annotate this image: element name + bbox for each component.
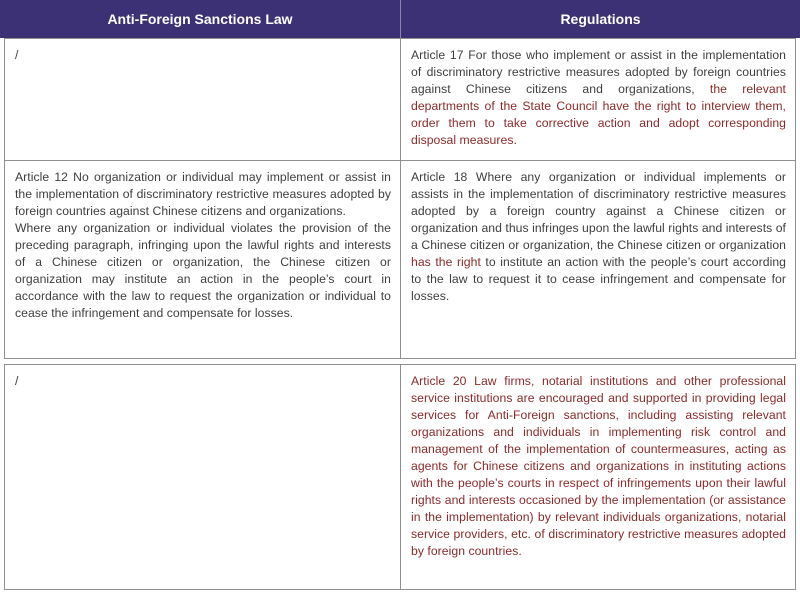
law-text: / bbox=[15, 48, 19, 62]
law-cell bbox=[4, 38, 401, 161]
regulation-cell bbox=[401, 364, 796, 590]
table-header bbox=[0, 0, 800, 38]
regulation-cell bbox=[401, 161, 796, 359]
regulation-text-highlighted: the relevant departments of the State Council have the right to interview them, order them to take corrective action and adopt corresponding disposal measures. bbox=[411, 82, 786, 147]
regulation-text-plain: Article 17 For those who implement or assist in the implementation of discriminatory restrictive measures adopted by foreign countries against Chinese citizens and organizations, bbox=[411, 48, 786, 96]
law-cell bbox=[4, 161, 401, 359]
law-cell bbox=[4, 364, 401, 590]
law-text-paragraph-2: Where any organization or individual violates the provision of the preceding paragraph, infringing upon the lawful rights and interests of a Chinese citizen or organization, the Chinese citizen or organization may institute an action in the people’s court in accordance with the law to request the organization or individual to cease the infringement and compensate for losses. bbox=[15, 221, 391, 320]
regulation-text-plain-end: to institute an action with the people’s court according to the law to request it to cease infringement and compensate for losses. bbox=[411, 255, 786, 303]
table-row bbox=[0, 161, 800, 359]
regulation-text bbox=[411, 169, 786, 305]
column-header-anti-foreign-sanctions-law: Anti-Foreign Sanctions Law bbox=[0, 0, 401, 38]
law-text: / bbox=[15, 374, 19, 388]
regulation-text-highlighted: has the right bbox=[411, 255, 481, 269]
regulation-cell bbox=[401, 38, 796, 161]
table-row bbox=[0, 364, 800, 590]
regulation-text-plain: Article 18 Where any organization or individual implements or assists in the implementation of discriminatory restrictive measures adopted by a foreign country against a Chinese citizen or organization and thus infringes upon the lawful rights and interests of a Chinese citizen or organization, the Chinese citizen or organization bbox=[411, 170, 786, 252]
regulation-text bbox=[411, 47, 786, 149]
law-text-paragraph-1: Article 12 No organization or individual may implement or assist in the implementation of discriminatory restrictive measures adopted by foreign countries against Chinese citizens and organizations. bbox=[15, 170, 391, 218]
column-header-regulations: Regulations bbox=[560, 11, 641, 27]
table-row bbox=[0, 38, 800, 161]
regulation-text-highlighted: Article 20 Law firms, notarial institutions and other professional service institutions are encouraged and supported in providing legal services for Anti-Foreign sanctions, including assisting relevant organizations and individuals in implementing risk control and management of the implementation of countermeasures, acting as agents for Chinese citizens and organizations in instituting actions with the people’s courts in respect of infringements upon their lawful rights and interests occasioned by the implementation (or assistance in the implementation) by relevant individuals organizations, notarial service providers, etc. of discriminatory restrictive measures adopted by foreign countries. bbox=[411, 374, 786, 558]
